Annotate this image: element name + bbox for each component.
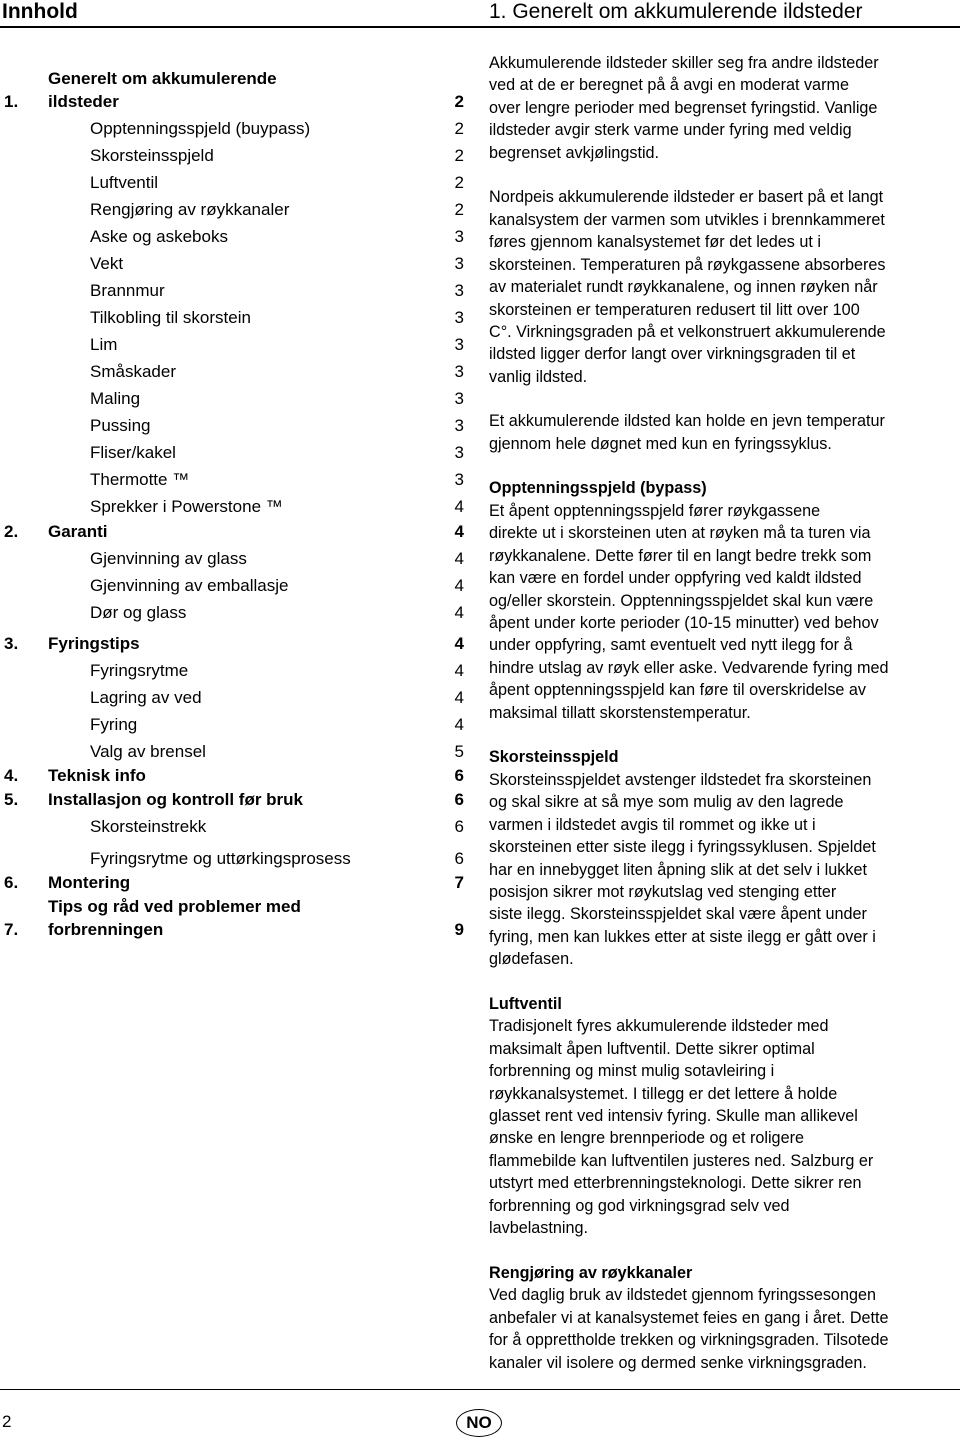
text-line: glasset rent ved intensiv fyring. Skulle man allikevel [489,1107,858,1126]
toc-entry-page: 6 [454,849,464,868]
text-line: for å opprettholde trekken og virkningsgraden. Tilsotede [489,1331,889,1350]
text-line: maksimalt åpen luftventil. Dette sikrer optimal [489,1039,815,1058]
toc-entry-label[interactable]: Aske og askeboks [90,227,228,246]
text-line: over lengre perioder med begrenset fyringstid. Vanlige [489,98,878,117]
toc-entry-page: 3 [454,281,464,300]
toc-entry-number: 6. [4,873,19,892]
text-line: Skorsteinsspjeldet avstenger ildstedet fra skorsteinen [489,770,872,789]
toc-entry-number: 2. [4,522,19,541]
text-line: Akkumulerende ildsteder skiller seg fra andre ildsteder [489,54,879,72]
text-line: flammebilde kan luftventilen justeres ned. Salzburg er [489,1151,874,1170]
toc-entry-label[interactable]: Fyringstips [48,634,140,653]
text-line: røykkanalsystemet. I tillegg er det lettere å holde [489,1084,838,1103]
text-line: lavbelastning. [489,1219,588,1238]
toc-entry-page: 3 [454,254,464,273]
air-vent-paragraph [489,1015,959,1240]
toc-entry-page: 4 [454,549,464,568]
toc-entry-page: 4 [454,603,464,622]
toc-entry-page: 3 [454,335,464,354]
toc-entry-label[interactable]: Luftventil [90,173,159,192]
toc-entry-page: 3 [454,308,464,327]
toc-entry-label[interactable]: Skorsteinstrekk [90,817,207,836]
text-line: forbrenning og minst mulig sotavleiring i [489,1062,775,1081]
toc-entry-page: 4 [454,522,464,541]
text-line: røykkanalene. Dette fører til en langt bedre trekk som [489,546,872,565]
toc-entry-label[interactable]: Fliser/kakel [90,443,176,462]
toc-entry-page: 2 [454,92,464,111]
flue-cleaning-heading: Rengjøring av røykkanaler [489,1263,693,1282]
toc-entry-page: 3 [454,416,464,435]
toc-entry-label[interactable]: Pussing [90,416,151,435]
body-column [489,52,959,1374]
toc-entry-page: 4 [454,661,464,680]
text-line: posisjon sikrer mot røykutslag ved stenging etter [489,882,837,901]
page-title: Innhold [2,0,78,23]
text-line: varmen i ildstedet avgis til rommet og ikke ut i [489,815,816,834]
text-line: anbefaler vi at kanalsystemet feies en gang i året. Dette [489,1308,889,1327]
section-title: 1. Generelt om akkumulerende ildsteder [489,0,863,23]
text-line: direkte ut i skorsteinen uten at røyken må ta turen via [489,524,871,543]
page-number: 2 [2,1412,12,1431]
toc-entry-page: 9 [454,920,464,939]
toc-entry-label[interactable]: forbrenningen [48,920,164,939]
text-line: Tradisjonelt fyres akkumulerende ildsteder med [489,1017,829,1036]
toc-entry-label[interactable]: Brannmur [90,281,165,300]
text-line: Ved daglig bruk av ildstedet gjennom fyringssesongen [489,1286,876,1305]
air-vent-heading: Luftventil [489,994,562,1013]
table-of-contents [0,0,470,960]
flue-cleaning-paragraph [489,1284,959,1374]
toc-entry-page: 3 [454,443,464,462]
toc-entry-number: 3. [4,634,19,653]
text-line: ved at de er beregnet på å avgi en moderat varme [489,76,849,95]
text-line: Et åpent opptenningsspjeld fører røykgassene [489,501,821,520]
toc-entry-number: 1. [4,92,19,111]
toc-entry-page: 4 [454,634,464,653]
text-line: og skal sikre at så mye som mulig av den lagrede [489,793,844,812]
toc-entry-page: 3 [454,227,464,246]
text-line: Et akkumulerende ildsted kan holde en jevn temperatur [489,412,885,431]
toc-entry-page: 2 [454,173,464,192]
text-line: skorsteinen etter siste ilegg i fyringssyklusen. Spjeldet [489,838,876,857]
text-line: maksimal tillatt skorstenstemperatur. [489,703,751,722]
toc-entry-label[interactable]: Maling [90,389,141,408]
toc-entry-label[interactable]: Vekt [90,254,124,273]
toc-entry-label[interactable]: Installasjon og kontroll før bruk [48,790,304,809]
text-line: fyring, men kan lukkes etter at siste ilegg er gått over i [489,927,876,946]
text-line: skorsteinen er temperaturen redusert til litt over 100 [489,300,860,319]
toc-entry-label[interactable]: Lagring av ved [90,688,202,707]
toc-entry-label[interactable]: Fyring [90,715,138,734]
toc-entry-label[interactable]: Tilkobling til skorstein [90,308,251,327]
toc-entry-page: 4 [454,576,464,595]
toc-entry-label[interactable]: Dør og glass [90,603,187,622]
text-line: av materialet rundt røykkanalene, og innen røyken når [489,278,878,297]
chimney-damper-paragraph [489,769,959,971]
text-line: føres gjennom kanalsystemet før det ledes ut i [489,233,821,252]
toc-entry-label[interactable]: Opptenningsspjeld (buypass) [90,119,311,138]
text-line: begrenset avkjølingstid. [489,143,660,162]
toc-entry-label[interactable]: Thermotte ™ [90,470,190,489]
toc-entry-number: 4. [4,766,19,785]
toc-entry-label[interactable]: Teknisk info [48,766,146,785]
toc-entry-label[interactable]: Garanti [48,522,108,541]
toc-entry-label[interactable]: Fyringsrytme og uttørkingsprosess [90,849,351,868]
toc-entry-label[interactable]: Sprekker i Powerstone ™ [90,497,283,516]
toc-entry-page: 4 [454,715,464,734]
toc-entry-page: 3 [454,389,464,408]
toc-entry-page: 3 [454,470,464,489]
text-line: hindre utslag av røyk eller aske. Vedvarende fyring med [489,658,889,677]
text-line: ildsteder avgir sterk varme under fyring med veldig [489,121,852,140]
text-line: glødefasen. [489,950,574,969]
toc-entry-page: 2 [454,200,464,219]
text-line: og/eller skorstein. Opptenningsspjeldet skal kun være [489,591,874,610]
toc-entry-label[interactable]: Fyringsrytme [90,661,189,680]
toc-entry-label[interactable]: Valg av brensel [90,742,206,761]
toc-entry-page: 6 [454,766,464,785]
text-line: skorsteinen. Temperaturen på røykgassene absorberes [489,255,886,274]
toc-entry-page: 7 [454,873,464,892]
text-line: under oppfyring, samt eventuelt ved nytt ilegg for å [489,636,853,655]
toc-entry-label-line: Tips og råd ved problemer med [48,897,301,916]
toc-entry-page: 2 [454,119,464,138]
toc-entry-page: 4 [454,688,464,707]
toc-entry-page: 4 [454,497,464,516]
toc-entry-label-line: Generelt om akkumulerende [48,69,277,88]
bypass-paragraph [489,500,959,725]
text-line: åpent under korte perioder (10-15 minutter) ved behov [489,613,879,632]
text-line: åpent opptenningsspjeld kan føre til overskridelse av [489,681,867,700]
even-temperature-paragraph [489,410,959,455]
text-line: forbrenning og god virkningsgrad selv ved [489,1196,790,1215]
toc-entry-page: 2 [454,146,464,165]
text-line: vanlig ildsted. [489,367,588,386]
toc-entry-number: 7. [4,920,19,939]
text-line: ildsted ligger derfor langt over virkningsgraden til et [489,345,856,364]
nordpeis-paragraph [489,186,959,388]
chimney-damper-heading: Skorsteinsspjeld [489,748,619,767]
intro-paragraph [489,52,959,164]
toc-entry-label[interactable]: ildsteder [48,92,119,111]
toc-entry-page: 6 [454,817,464,836]
text-line: C°. Virkningsgraden på et velkonstruert akkumulerende [489,322,886,341]
toc-entry-label[interactable]: Montering [48,873,131,892]
toc-entry-label[interactable]: Småskader [90,362,176,381]
toc-entry-page: 3 [454,362,464,381]
toc-entry-label[interactable]: Lim [90,335,118,354]
language-badge: NO [456,1409,502,1437]
text-line: utstyrt med etterbrenningsteknologi. Dette sikrer ren [489,1174,862,1193]
text-line: Nordpeis akkumulerende ildsteder er basert på et langt [489,188,884,207]
toc-entry-page: 6 [454,790,464,809]
text-line: kanalsystem der varmen som utvikles i brennkammeret [489,210,885,229]
footer-rule [0,1389,960,1390]
text-line: kan være en fordel under oppfyring ved kaldt ildsted [489,569,862,588]
toc-entry-label[interactable]: Gjenvinning av glass [90,549,247,568]
toc-entry-page: 5 [454,742,464,761]
text-line: har en innebygget liten åpning slik at det selv i lukket [489,860,867,879]
bypass-heading: Opptenningsspjeld (bypass) [489,479,707,498]
toc-entry-number: 5. [4,790,19,809]
text-line: ønske en lengre brennperiode og et roligere [489,1129,804,1148]
toc-entry-label[interactable]: Gjenvinning av emballasje [90,576,289,595]
text-line: kanaler vil isolere og dermed senke virkningsgraden. [489,1353,867,1372]
toc-entry-label[interactable]: Skorsteinsspjeld [90,146,214,165]
toc-entry-label[interactable]: Rengjøring av røykkanaler [90,200,290,219]
text-line: gjennom hele døgnet med kun en fyringssyklus. [489,434,832,453]
text-line: siste ilegg. Skorsteinsspjeldet skal være åpent under [489,905,867,924]
